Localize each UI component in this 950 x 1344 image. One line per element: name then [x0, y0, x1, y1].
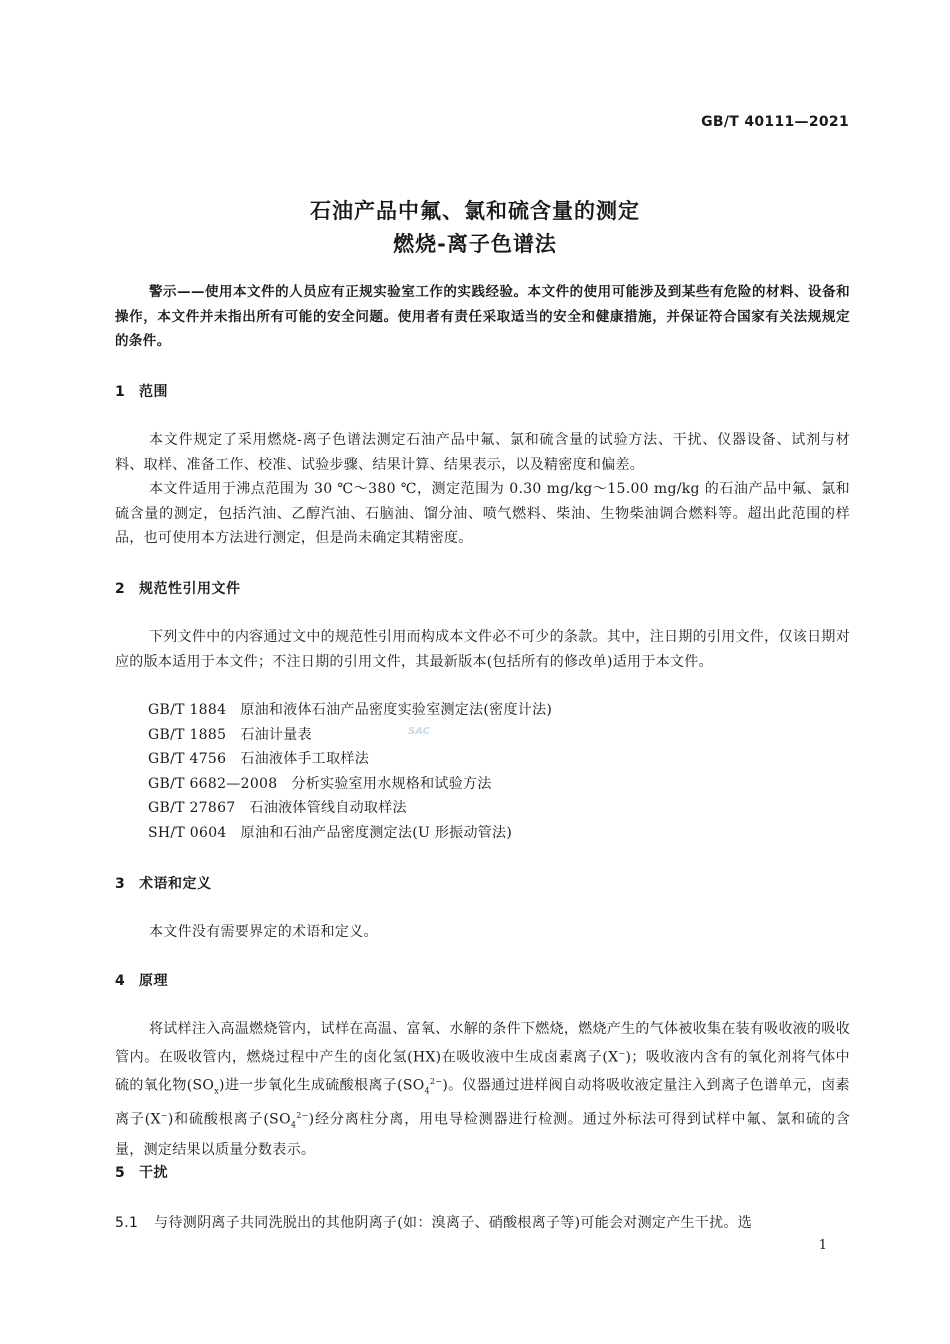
reference-title: 石油液体管线自动取样法	[249, 800, 407, 816]
section-title: 原理	[139, 973, 168, 989]
watermark-logo: SAC	[408, 726, 430, 737]
scope-paragraph-2: 本文件适用于沸点范围为 30 ℃～380 ℃，测定范围为 0.30 mg/kg～15.00 mg/kg 的石油产品中氟、氯和硫含量的测定，包括汽油、乙醇汽油、石脑油、馏分油、喷气燃料、柴油、生物柴油调合燃料等。超出此范围的样品，也可使用本方法进行测定，但是尚未确定其精密度。	[115, 481, 850, 547]
clause-5-1	[115, 1212, 850, 1232]
reference-code: GB/T 1885	[148, 727, 227, 743]
section-3-heading	[115, 873, 212, 893]
reference-code: SH/T 0604	[148, 825, 227, 841]
terms-paragraph: 本文件没有需要界定的术语和定义。	[149, 924, 378, 940]
page-number: 1	[818, 1238, 827, 1253]
reference-title: 石油液体手工取样法	[240, 751, 370, 767]
reference-title: 分析实验室用水规格和试验方法	[291, 776, 492, 792]
document-title-line1: 石油产品中氟、氯和硫含量的测定	[310, 199, 640, 223]
reference-code: GB/T 4756	[148, 751, 227, 767]
reference-title: 石油计量表	[240, 727, 312, 743]
normative-references-paragraph: 下列文件中的内容通过文中的规范性引用而构成本文件必不可少的条款。其中，注日期的引用文件，仅该日期对应的版本适用于本文件；不注日期的引用文件，其最新版本(包括所有的修改单)适用于本文件。	[115, 629, 850, 670]
scope-paragraph-1: 本文件规定了采用燃烧-离子色谱法测定石油产品中氟、氯和硫含量的试验方法、干扰、仪器设备、试剂与材料、取样、准备工作、校准、试验步骤、结果计算、结果表示，以及精密度和偏差。	[115, 432, 850, 473]
section-title: 规范性引用文件	[139, 581, 241, 597]
reference-title: 原油和石油产品密度测定法(U 形振动管法)	[240, 825, 513, 841]
section-number: 2	[115, 581, 126, 597]
section-5-heading	[115, 1162, 168, 1182]
section-title: 范围	[139, 384, 168, 400]
principle-paragraph: 将试样注入高温燃烧管内，试样在高温、富氧、水解的条件下燃烧，燃烧产生的气体被收集在装有吸收液的吸收管内。在吸收管内，燃烧过程中产生的卤化氢(HX)在吸收液中生成卤素离子(X−)；吸收液内含有的氧化剂将气体中硫的氧化物$(SO_x)$进一步氧化生成硫酸根离子$(SO_4^{2-})$。仪器通过进样阀自动将吸收液定量注入到离子色谱单元，卤素离子(X−)和硫酸根离子$(SO_4^{2-})$经分离柱分离，用电导检测器进行检测。通过外标法可得到试样中氟、氯和硫的含量，测定结果以质量分数表示。	[115, 1021, 851, 1158]
section-number: 3	[115, 876, 126, 892]
reference-code: GB/T 6682—2008	[148, 776, 278, 792]
reference-code: GB/T 27867	[148, 800, 236, 816]
section-title: 干扰	[139, 1165, 168, 1181]
section-number: 5	[115, 1165, 126, 1181]
section-2-heading	[115, 578, 241, 598]
section-number: 4	[115, 973, 126, 989]
reference-code: GB/T 1884	[148, 702, 227, 718]
reference-item	[148, 822, 512, 842]
section-number: 1	[115, 384, 126, 400]
section-title: 术语和定义	[139, 876, 212, 892]
section-1-heading	[115, 381, 168, 401]
reference-item	[148, 748, 369, 768]
reference-item	[148, 699, 552, 719]
warning-paragraph: 警示——使用本文件的人员应有正规实验室工作的实践经验。本文件的使用可能涉及到某些有危险的材料、设备和操作，本文件并未指出所有可能的安全问题。使用者有责任采取适当的安全和健康措施，并保证符合国家有关法规规定的条件。	[115, 284, 850, 349]
reference-item	[148, 724, 312, 744]
reference-title: 原油和液体石油产品密度实验室测定法(密度计法)	[240, 702, 553, 718]
clause-text: 与待测阴离子共同洗脱出的其他阴离子(如：溴离子、硝酸根离子等)可能会对测定产生干扰。选	[154, 1215, 752, 1231]
section-4-heading	[115, 970, 168, 990]
document-title-line2: 燃烧-离子色谱法	[393, 232, 557, 256]
reference-item	[148, 773, 492, 793]
reference-item	[148, 797, 407, 817]
standard-code: GB/T 40111—2021	[701, 114, 849, 130]
clause-number: 5.1	[115, 1215, 139, 1231]
